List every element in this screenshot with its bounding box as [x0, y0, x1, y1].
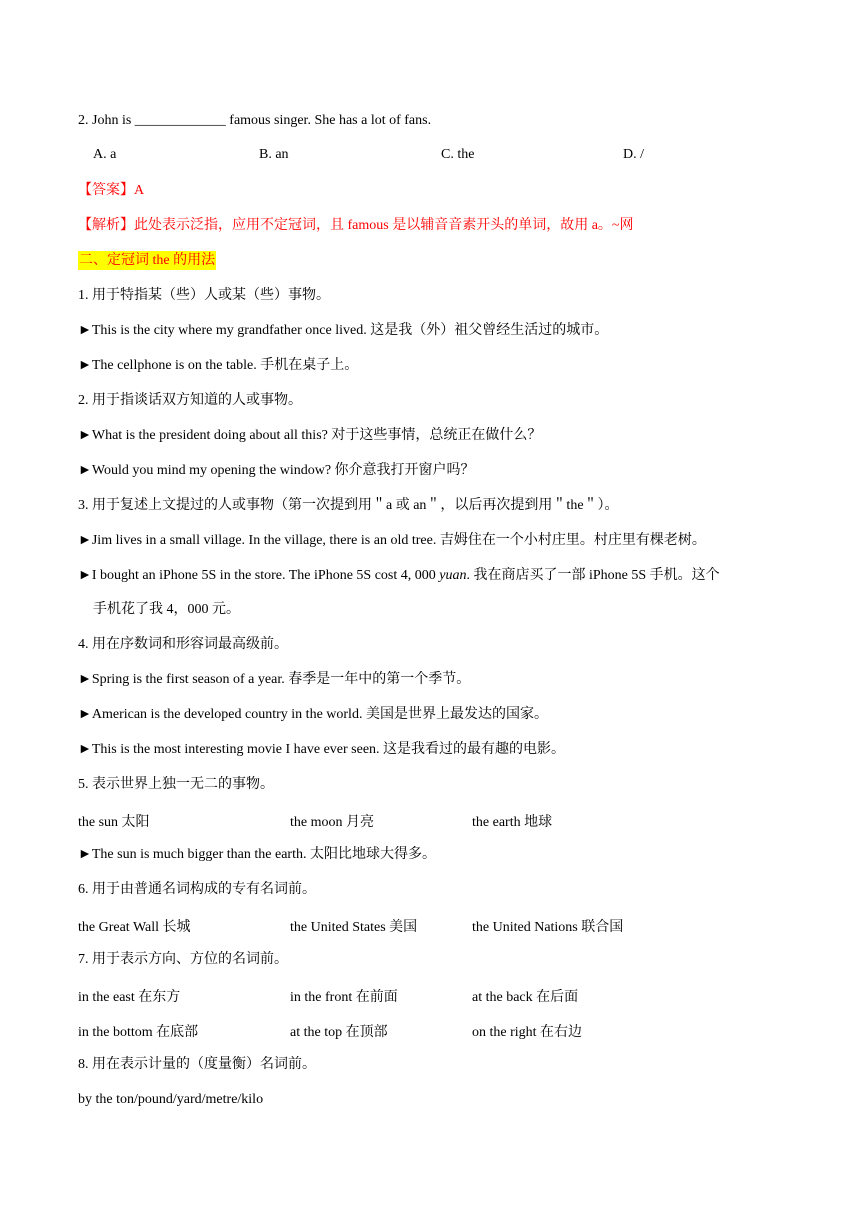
answer-line: 【答案】A — [78, 183, 145, 198]
rule-3-title: 3. 用于复述上文提过的人或事物（第一次提到用＂a 或 an＂，以后再次提到用＂the＂）。 — [78, 498, 619, 513]
rule-6-title: 6. 用于由普通名词构成的专有名词前。 — [78, 882, 316, 897]
rule-4-example-1: ►Spring is the first season of a year. 春季是一年中的第一个季节。 — [78, 672, 471, 687]
question-2-stem: 2. John is _____________ famous singer. She has a lot of fans. — [78, 113, 432, 128]
rule-3-example-2-part-b: . 我在商店买了一部 iPhone 5S 手机。这个 — [466, 568, 720, 583]
rule-4-example-3: ►This is the most interesting movie I have ever seen. 这是我看过的最有趣的电影。 — [78, 742, 566, 757]
rule-7-item: at the back 在后面 — [472, 990, 579, 1005]
rule-6-item-1: the Great Wall 长城 — [78, 920, 191, 935]
rule-1-example-1: ►This is the city where my grandfather once lived. 这是我（外）祖父曾经生活过的城市。 — [78, 323, 609, 338]
rule-7-item: on the right 在右边 — [472, 1025, 583, 1040]
rule-8-example-1: by the ton/pound/yard/metre/kilo — [78, 1092, 264, 1107]
rule-5-example-1: ►The sun is much bigger than the earth. 太阳比地球大得多。 — [78, 847, 436, 862]
rule-6-item-3: the United Nations 联合国 — [472, 920, 624, 935]
rule-7-item: in the bottom 在底部 — [78, 1025, 199, 1040]
rule-7-title: 7. 用于表示方向、方位的名词前。 — [78, 952, 288, 967]
rule-1-example-2: ►The cellphone is on the table. 手机在桌子上。 — [78, 358, 359, 373]
rule-5-item-2: the moon 月亮 — [290, 815, 374, 830]
rule-4-example-2: ►American is the developed country in the world. 美国是世界上最发达的国家。 — [78, 707, 548, 722]
rule-3-example-2-continuation: 手机花了我 4，000 元。 — [93, 602, 240, 617]
rule-2-title: 2. 用于指谈话双方知道的人或事物。 — [78, 393, 302, 408]
rule-2-example-2: ►Would you mind my opening the window? 你介意我打开窗户吗？ — [78, 463, 475, 478]
option-c: C. the — [441, 147, 475, 162]
option-a: A. a — [93, 147, 117, 162]
rule-3-example-2-italic: yuan — [439, 568, 467, 583]
section-heading — [78, 252, 216, 270]
rule-8-title: 8. 用在表示计量的（度量衡）名词前。 — [78, 1057, 316, 1072]
rule-4-title: 4. 用在序数词和形容词最高级前。 — [78, 637, 288, 652]
rule-7-item: in the east 在东方 — [78, 990, 181, 1005]
rule-3-example-2-part-a: ►I bought an iPhone 5S in the store. The iPhone 5S cost 4, 000 — [78, 568, 440, 583]
rule-5-item-1: the sun 太阳 — [78, 815, 150, 830]
rule-7-item: at the top 在顶部 — [290, 1025, 388, 1040]
rule-6-item-2: the United States 美国 — [290, 920, 418, 935]
rule-3-example-2 — [78, 567, 720, 585]
option-b: B. an — [259, 147, 289, 162]
rule-3-example-1: ►Jim lives in a small village. In the village, there is an old tree. 吉姆住在一个小村庄里。村庄里有棵老树。 — [78, 533, 706, 548]
rule-2-example-1: ►What is the president doing about all this? 对于这些事情，总统正在做什么？ — [78, 428, 542, 443]
option-d: D. / — [623, 147, 644, 162]
rule-7-item: in the front 在前面 — [290, 990, 398, 1005]
section-heading-text: 二、定冠词 the 的用法 — [79, 253, 216, 268]
rule-5-item-3: the earth 地球 — [472, 815, 553, 830]
analysis-line: 【解析】此处表示泛指，应用不定冠词，且 famous 是以辅音音素开头的单词，故用 a。~网 — [78, 218, 634, 233]
rule-5-title: 5. 表示世界上独一无二的事物。 — [78, 777, 274, 792]
rule-1-title: 1. 用于特指某（些）人或某（些）事物。 — [78, 288, 330, 303]
